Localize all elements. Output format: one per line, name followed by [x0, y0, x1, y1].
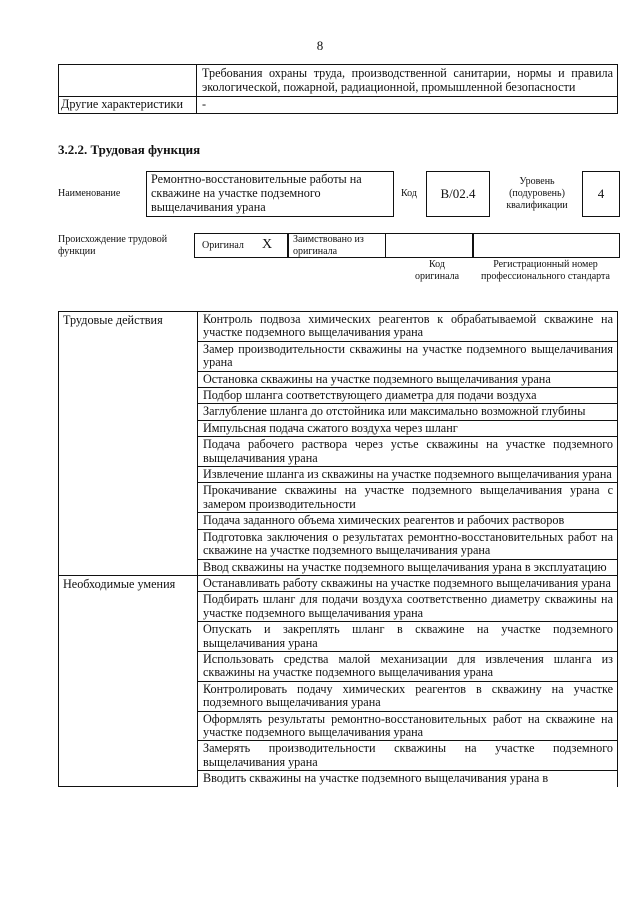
table-row — [59, 65, 618, 97]
section-heading: 3.2.2. Трудовая функция — [58, 142, 201, 157]
registration-number-caption: Регистрационный номер профессионального стандарта — [481, 259, 610, 282]
page-number: 8 — [316, 38, 324, 53]
other-characteristics-value: - — [197, 97, 618, 114]
list-item: Подача рабочего раствора через устье скважины на участке подземного выщелачивания урана — [198, 437, 618, 467]
list-item: Останавливать работу скважины на участке подземного выщелачивания урана — [198, 575, 618, 591]
original-code-box — [385, 233, 473, 258]
characteristics-table — [58, 64, 618, 114]
list-item: Извлечение шланга из скважины на участке подземного выщелачивания урана — [198, 467, 618, 483]
original-mark: X — [262, 237, 273, 252]
labor-actions-group — [59, 312, 618, 576]
required-skills-group — [59, 575, 618, 786]
list-item: Вводить скважины на участке подземного выщелачивания урана в — [198, 771, 618, 787]
qualification-level-label: Уровень (подуровень) квалификации — [506, 176, 568, 211]
origin-label: Происхождение трудовой функции — [58, 234, 168, 257]
list-item: Импульсная подача сжатого воздуха через шланг — [198, 420, 618, 436]
list-item: Подбирать шланг для подачи воздуха соответственно диаметру скважины на участке подземного выщелачивания урана — [198, 592, 618, 622]
list-item: Замерять производительности скважины на участке подземного выщелачивания урана — [198, 741, 618, 771]
qualification-level-box: 4 — [582, 171, 620, 217]
table-row — [59, 575, 618, 591]
list-item: Заглубление шланга до отстойника или максимально возможной глубины — [198, 404, 618, 420]
list-item: Подбор шланга соответствующего диаметра для подачи воздуха — [198, 388, 618, 404]
list-item: Прокачивание скважины на участке подземного выщелачивания урана с замером производительности — [198, 483, 618, 513]
function-name-box: Ремонтно-восстановительные работы на скважине на участке подземного выщелачивания урана — [146, 171, 394, 217]
name-label: Наименование — [58, 188, 121, 199]
list-item: Оформлять результаты ремонтно-восстановительных работ на скважине на участке подземного выщелачивания урана — [198, 711, 618, 741]
code-label: Код — [401, 188, 417, 199]
list-item: Опускать и закреплять шланг в скважине на участке подземного выщелачивания урана — [198, 622, 618, 652]
labor-actions-label: Трудовые действия — [59, 312, 198, 576]
list-item: Подготовка заключения о результатах ремонтно-восстановительных работ на скважине на участке подземного выщелачивания урана — [198, 529, 618, 559]
empty-label-cell — [59, 65, 197, 97]
original-box — [194, 233, 288, 258]
original-code-caption: Код оригинала — [414, 259, 460, 282]
list-item: Контролировать подачу химических реагентов в скважину на участке подземного выщелачивания урана — [198, 681, 618, 711]
borrowed-box: Заимствовано из оригинала — [288, 233, 386, 258]
other-characteristics-label: Другие характеристики — [59, 97, 197, 114]
list-item: Ввод скважины на участке подземного выщелачивания урана в эксплуатацию — [198, 559, 618, 575]
list-item: Использовать средства малой механизации для извлечения шланга из скважины на участке подземного выщелачивания урана — [198, 651, 618, 681]
original-label: Оригинал — [202, 240, 244, 251]
function-details-table — [58, 311, 618, 787]
list-item: Замер производительности скважины на участке подземного выщелачивания урана — [198, 341, 618, 371]
list-item: Остановка скважины на участке подземного выщелачивания урана — [198, 371, 618, 387]
list-item: Подача заданного объема химических реагентов и рабочих растворов — [198, 513, 618, 529]
required-skills-label: Необходимые умения — [59, 575, 198, 786]
list-item: Контроль подвоза химических реагентов к обрабатываемой скважине на участке подземного выщелачивания урана — [198, 312, 618, 342]
safety-requirements-cell: Требования охраны труда, производственной санитарии, нормы и правила экологической, пожарной, радиационной, промышленной безопасности — [197, 65, 618, 97]
table-row — [59, 312, 618, 342]
registration-number-box — [473, 233, 620, 258]
table-row — [59, 97, 618, 114]
function-code-box: B/02.4 — [426, 171, 490, 217]
